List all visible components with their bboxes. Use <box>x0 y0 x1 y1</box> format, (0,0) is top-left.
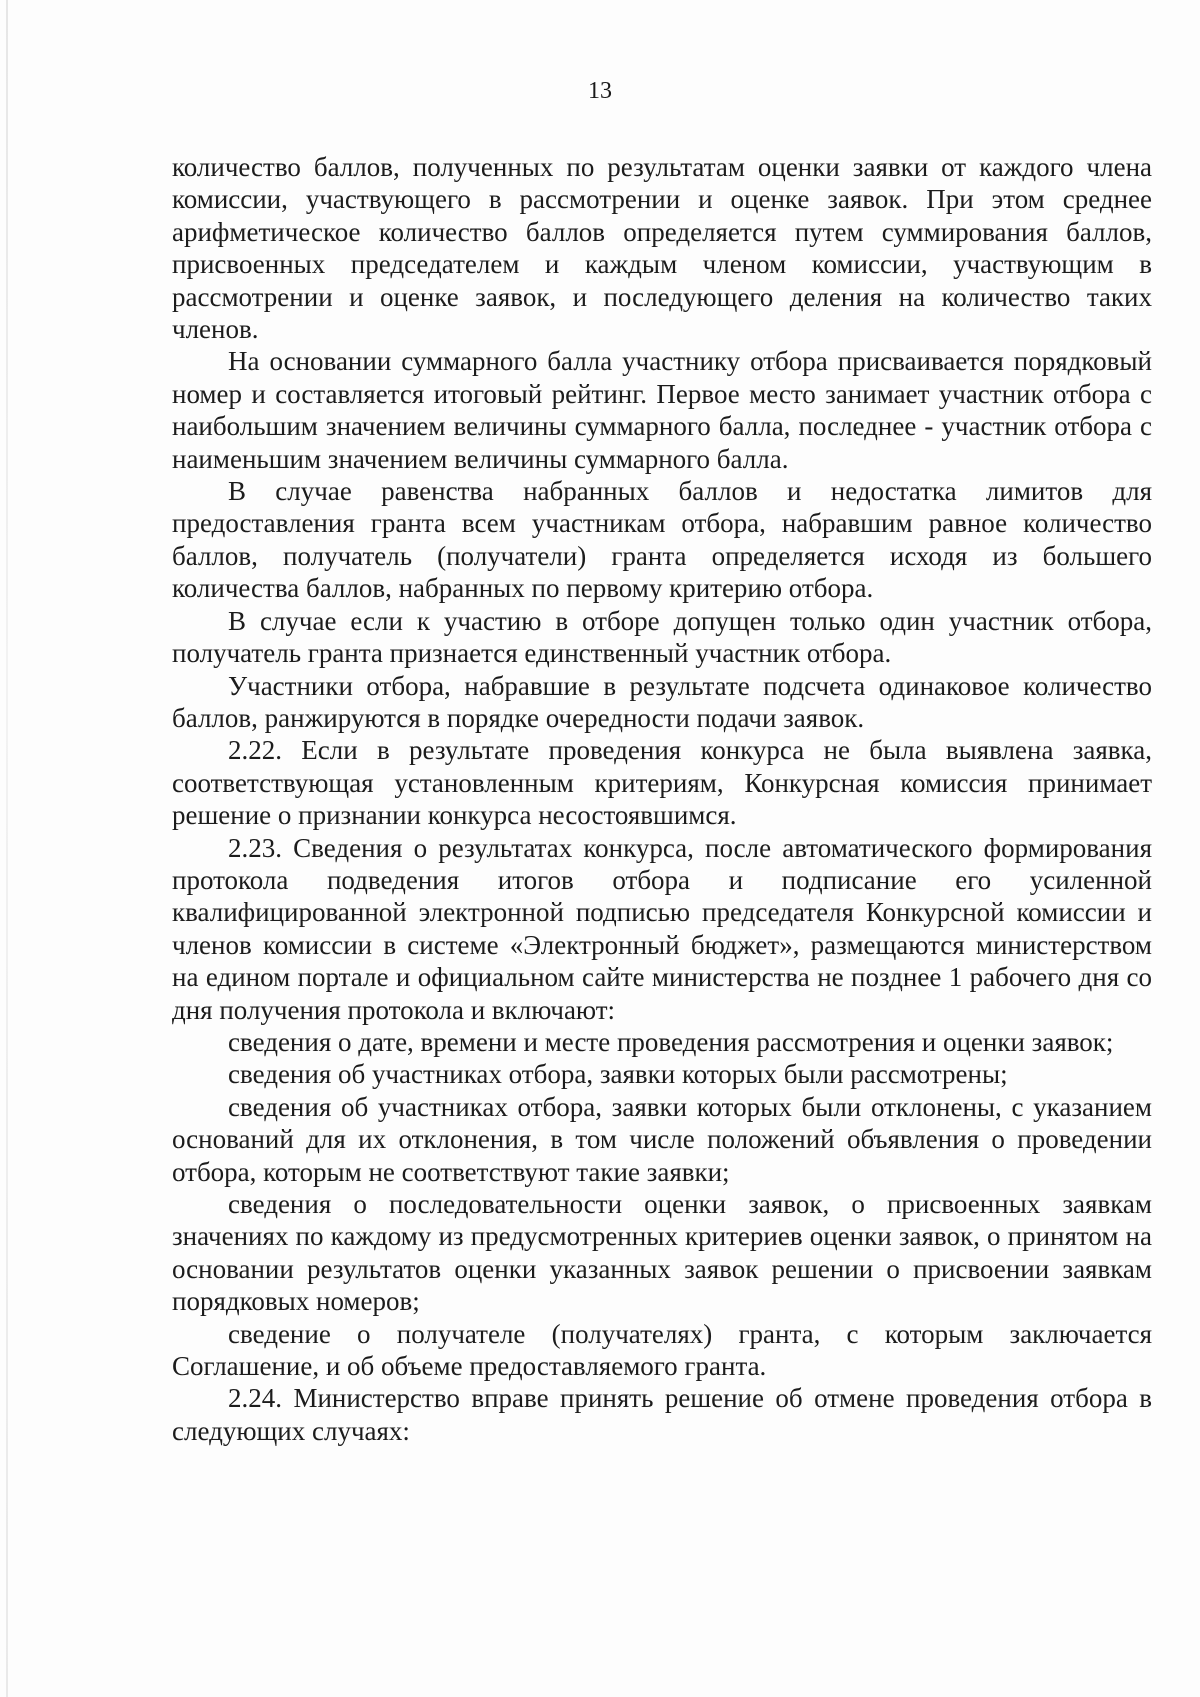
paragraph-5: Участники отбора, набравшие в результате подсчета одинаковое количество баллов, ранжируются в порядке очередности подачи заявок. <box>172 670 1152 733</box>
paragraph-2-22: 2.22. Если в результате проведения конкурса не была выявлена заявка, соответствующая установленным критериям, Конкурсная комиссия принимает решение о признании конкурса несостоявшимся. <box>172 735 1152 831</box>
document-body <box>172 151 1152 1447</box>
paragraph-1: количество баллов, полученных по результатам оценки заявки от каждого члена комиссии, участвующего в рассмотрении и оценке заявок. При этом среднее арифметическое количество баллов определяется путем суммирования баллов, присвоенных председателем и каждым членом комиссии, участвующим в рассмотрении и оценке заявок, и последующего деления на количество таких членов. <box>172 152 1152 345</box>
list-item-rejected: сведения об участниках отбора, заявки которых были отклонены, с указанием оснований для их отклонения, в том числе положений объявления о проведении отбора, которым не соответствуют такие заявки; <box>172 1091 1152 1187</box>
page-number: 13 <box>588 78 612 104</box>
list-item-evaluation-order: сведения о последовательности оценки заявок, о присвоенных заявкам значениях по каждому из предусмотренных критериев оценки заявок, о принятом на основании результатов оценки указанных заявок решении о присвоении заявкам порядковых номеров; <box>172 1189 1152 1317</box>
paragraph-2-24: 2.24. Министерство вправе принять решение об отмене проведения отбора в следующих случаях: <box>172 1383 1152 1446</box>
paragraph-3: В случае равенства набранных баллов и недостатка лимитов для предоставления гранта всем участникам отбора, набравшим равное количество баллов, получатель (получатели) гранта определяется исходя из большего количества баллов, набранных по первому критерию отбора. <box>172 476 1152 604</box>
list-item-date-place: сведения о дате, времени и месте проведения рассмотрения и оценки заявок; <box>228 1026 1114 1057</box>
paragraph-2-23: 2.23. Сведения о результатах конкурса, после автоматического формирования протокола подведения итогов отбора и подписание его усиленной квалифицированной электронной подписью председателя Конкурсной комиссии и членов комиссии в системе «Электронный бюджет», размещаются министерством на едином портале и официальном сайте министерства не позднее 1 рабочего дня со дня получения протокола и включают: <box>172 832 1152 1025</box>
list-item-reviewed: сведения об участниках отбора, заявки которых были рассмотрены; <box>228 1059 1008 1090</box>
paragraph-2: На основании суммарного балла участнику отбора присваивается порядковый номер и составляется итоговый рейтинг. Первое место занимает участник отбора с наибольшим значением величины суммарного балла, последнее - участник отбора с наименьшим значением величины суммарного балла. <box>172 346 1152 474</box>
list-item-recipient: сведение о получателе (получателях) гранта, с которым заключается Соглашение, и об объеме предоставляемого гранта. <box>172 1318 1152 1382</box>
scan-edge <box>6 0 8 1697</box>
paragraph-4: В случае если к участию в отборе допущен только один участник отбора, получатель гранта признается единственный участник отбора. <box>172 605 1152 669</box>
